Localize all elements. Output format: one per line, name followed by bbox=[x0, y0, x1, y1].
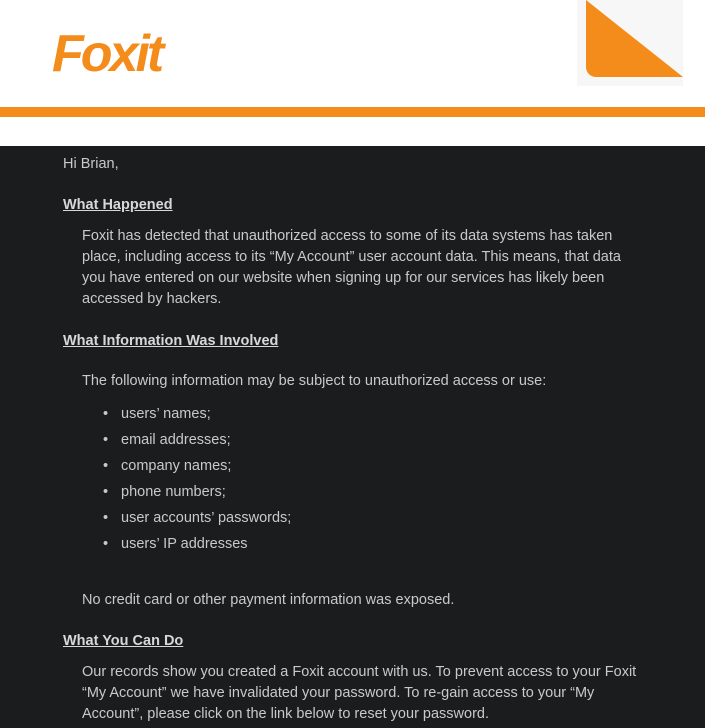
orange-divider bbox=[0, 107, 705, 117]
email-header bbox=[0, 0, 705, 107]
heading-what-information: What Information Was Involved bbox=[63, 333, 279, 349]
greeting: Hi Brian, bbox=[63, 156, 119, 172]
heading-what-you-can-do: What You Can Do bbox=[63, 633, 184, 649]
list-item: • users’ IP addresses bbox=[121, 534, 291, 560]
foxit-logo: Foxit bbox=[52, 25, 162, 83]
list-item: • users’ names; bbox=[121, 404, 291, 430]
corner-triangle-icon bbox=[586, 0, 683, 77]
list-item: • phone numbers; bbox=[121, 482, 291, 508]
information-intro: The following information may be subject to unauthorized access or use: bbox=[82, 373, 547, 389]
list-item: • company names; bbox=[121, 456, 291, 482]
list-item: • user accounts’ passwords; bbox=[121, 508, 291, 534]
payment-info-note: No credit card or other payment information was exposed. bbox=[82, 592, 455, 608]
exposed-data-list bbox=[82, 404, 291, 560]
what-you-can-do-paragraph: Our records show you created a Foxit account with us. To prevent access to your Foxit “My Account” we have invalidated your password. To re-gain access to your “My Account”, please click on the link below to reset your password. bbox=[82, 664, 637, 722]
list-item: • email addresses; bbox=[121, 430, 291, 456]
heading-what-happened: What Happened bbox=[63, 197, 173, 213]
what-happened-paragraph: Foxit has detected that unauthorized access to some of its data systems has taken place, including access to its “My Account” user account data. This means, that data you have entered on our website when signing up for our services has likely been accessed by hackers. bbox=[82, 228, 621, 307]
header-spacer bbox=[0, 117, 705, 146]
